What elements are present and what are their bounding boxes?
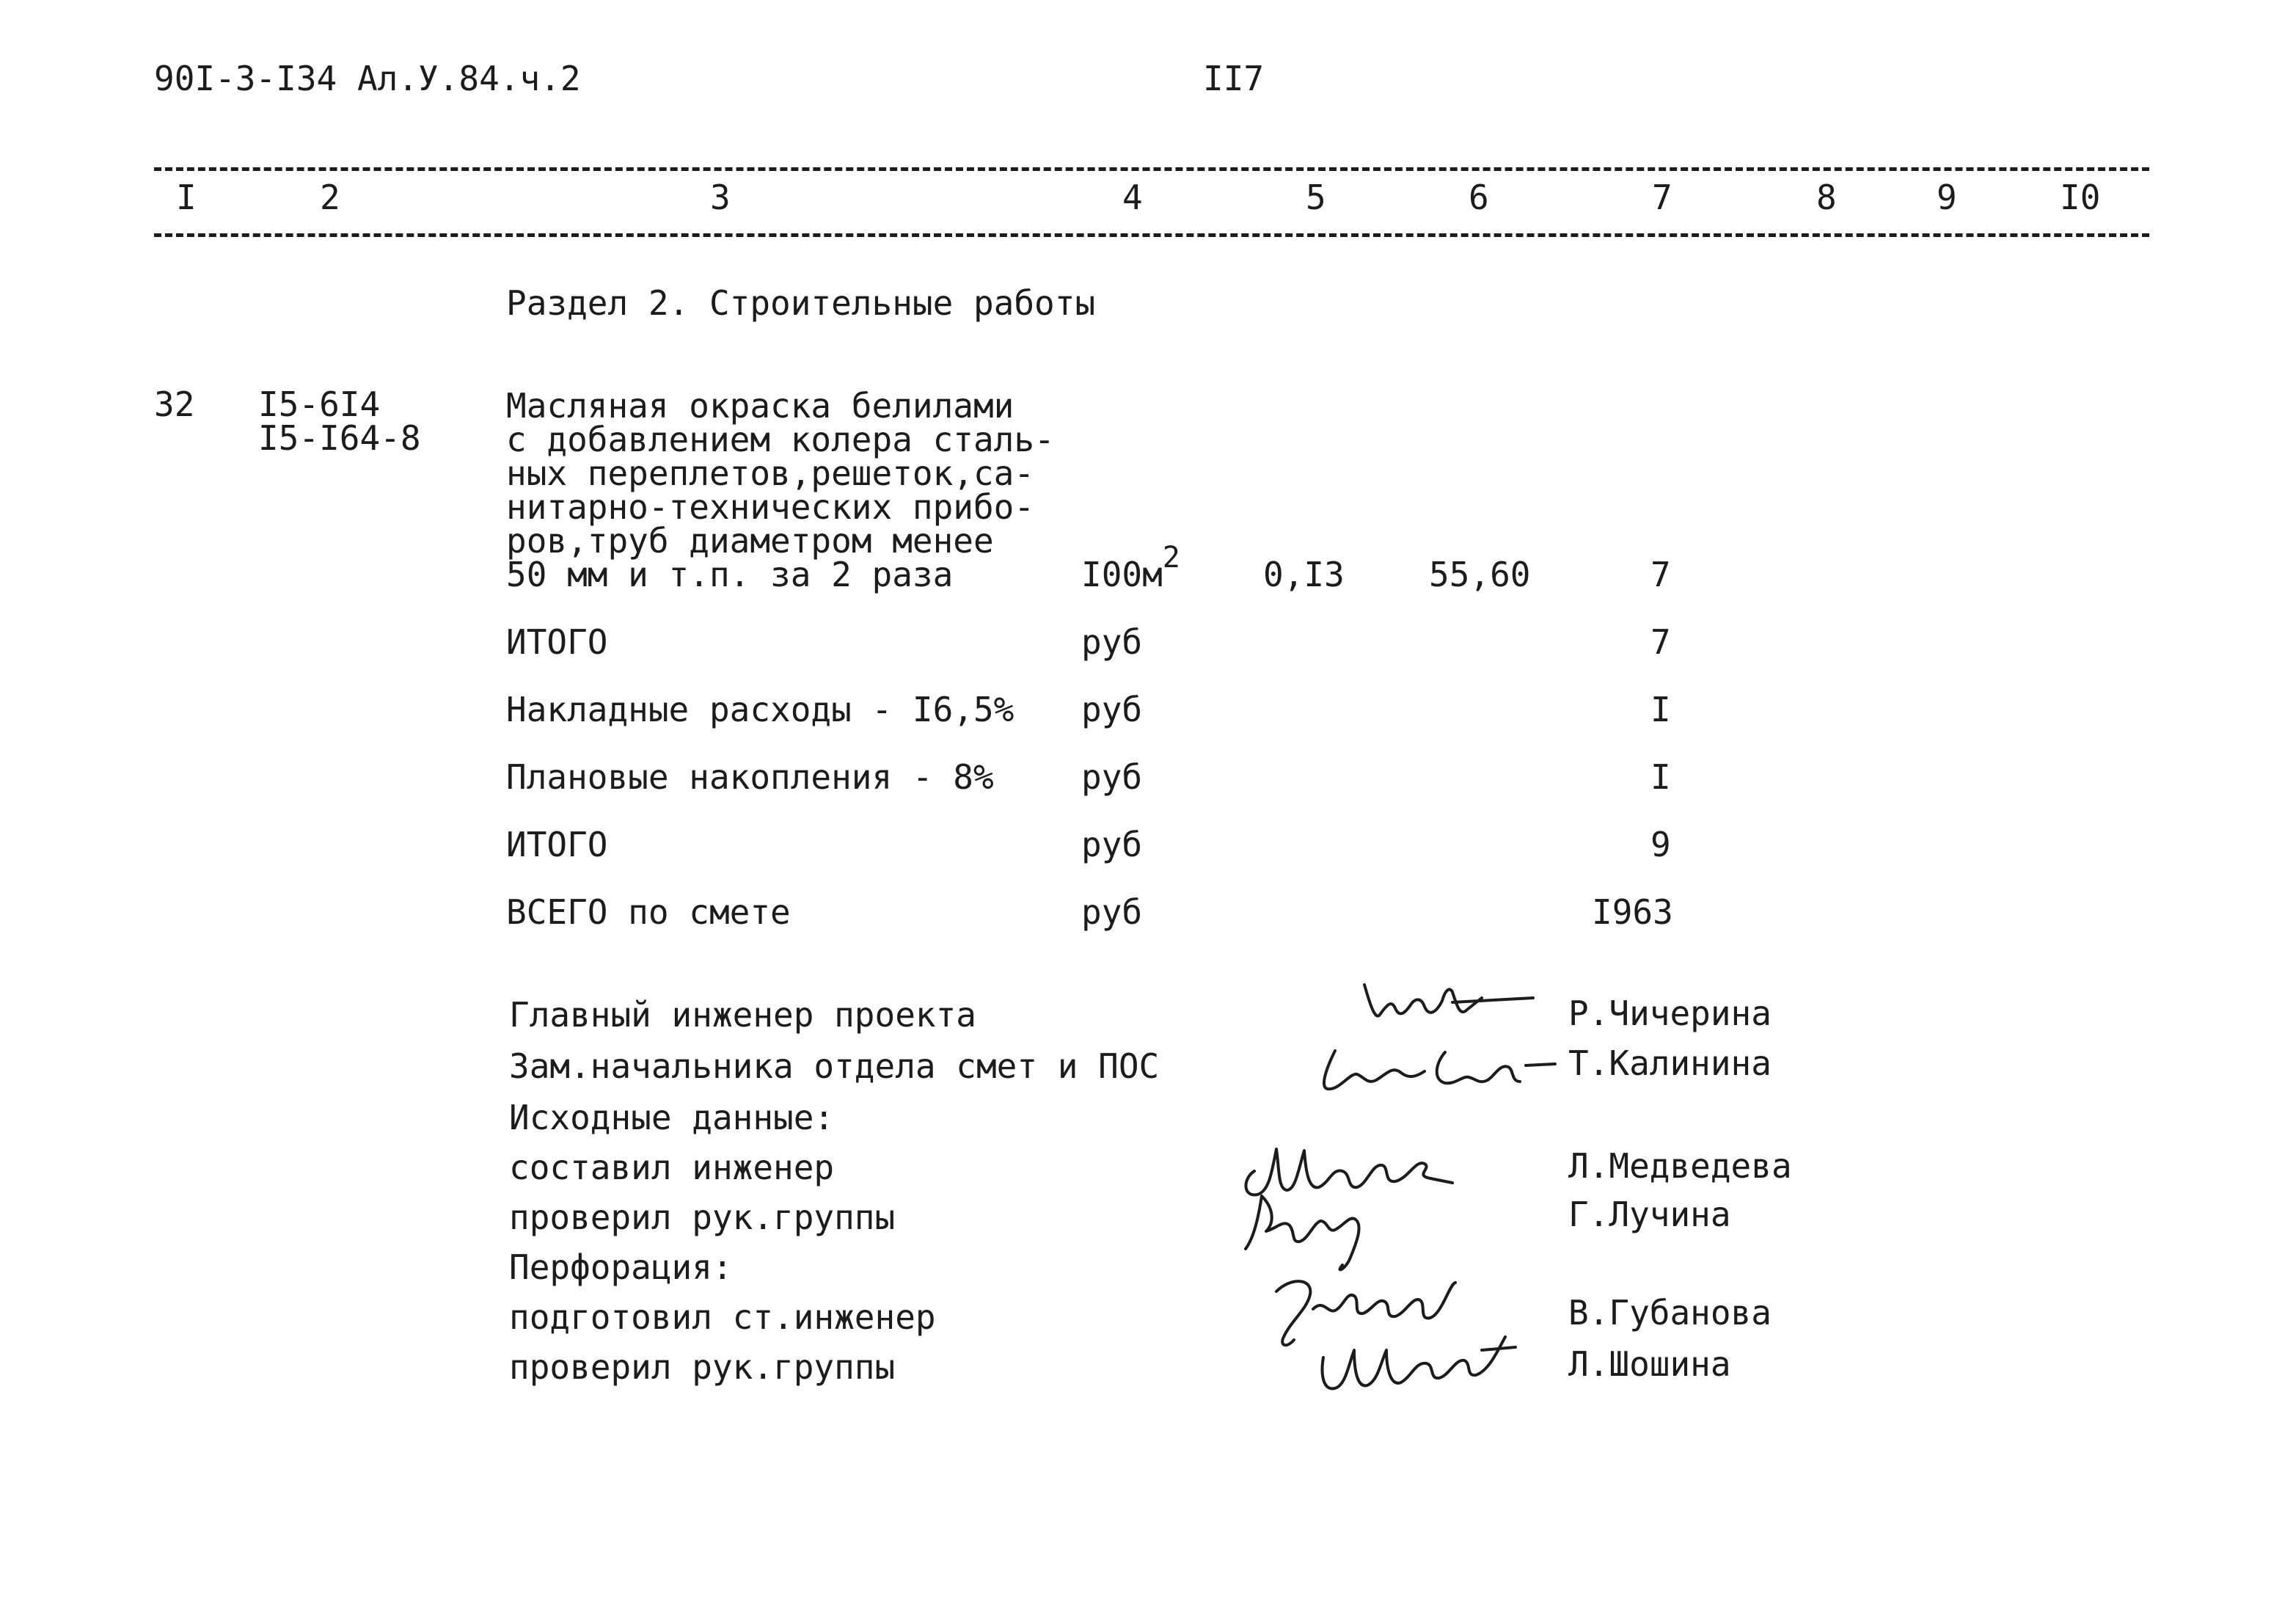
item-unit-price: 55,60 [1429,555,1531,594]
summary-value: I963 [1592,892,1673,932]
column-number: 7 [1652,178,1672,217]
handwritten-signature [1232,1186,1394,1281]
signatory-name: Г.Лучина [1568,1195,1731,1234]
page-number: II7 [1203,59,1265,98]
description-line: ров,труб диаметром менее [506,521,994,561]
signatory-role: Исходные данные: [509,1098,835,1137]
summary-label: ВСЕГО по смете [506,892,791,932]
signatory-name: В.Губанова [1568,1293,1772,1333]
signatory-role: проверил рук.группы [509,1197,896,1237]
description-line: нитарно-технических прибо- [506,487,1035,527]
item-total: 7 [1650,555,1671,594]
column-number: 3 [710,178,731,217]
handwritten-signature [1306,1321,1526,1401]
column-number: 2 [320,178,340,217]
summary-label: Накладные расходы - I6,5% [506,690,1014,729]
handwritten-signature [1357,976,1540,1035]
item-code: I5-I64-8 [258,418,421,458]
header-rule-bottom [154,233,2149,237]
document-code: 90I-3-I34 Ал.У.84.ч.2 [154,59,581,98]
signatory-role: Зам.начальника отдела смет и ПОС [509,1046,1160,1086]
signatory-role: проверил рук.группы [509,1347,896,1387]
column-number: 4 [1122,178,1143,217]
signatory-name: Р.Чичерина [1568,994,1772,1033]
summary-value: 9 [1650,825,1671,864]
signatory-name: Л.Медведева [1568,1146,1792,1186]
description-line: 50 мм и т.п. за 2 раза [506,555,954,594]
summary-label: ИТОГО [506,825,608,864]
summary-unit: руб [1081,690,1143,729]
description-line: Масляная окраска белилами [506,386,1014,426]
item-unit-superscript: 2 [1162,541,1180,575]
column-number: 5 [1306,178,1326,217]
item-number: 32 [154,384,195,424]
column-number: I [176,178,197,217]
column-number: I0 [2060,178,2101,217]
column-number: 9 [1937,178,1957,217]
handwritten-signature [1306,1036,1570,1102]
column-number: 8 [1816,178,1837,217]
summary-unit: руб [1081,757,1143,797]
signatory-role: подготовил ст.инженер [509,1297,936,1337]
signatory-role: составил инженер [509,1148,835,1187]
section-title: Раздел 2. Строительные работы [506,283,1096,323]
signatory-role: Перфорация: [509,1247,733,1287]
summary-label: Плановые накопления - 8% [506,757,994,797]
item-unit-base: I00м [1081,555,1163,594]
description-line: с добавлением колера сталь- [506,420,1055,459]
summary-value: 7 [1650,622,1671,662]
item-unit [1081,541,1180,594]
signatory-name: Т.Калинина [1568,1043,1772,1083]
header-rule-top [154,167,2149,171]
summary-unit: руб [1081,622,1143,662]
summary-label: ИТОГО [506,622,608,662]
summary-value: I [1650,690,1671,729]
item-code: I5-6I4 [258,384,381,424]
summary-value: I [1650,757,1671,797]
item-quantity: 0,I3 [1263,555,1345,594]
signatory-name: Л.Шошина [1568,1344,1731,1384]
description-line: ных переплетов,решеток,са- [506,453,1035,493]
column-number: 6 [1469,178,1489,217]
signatory-role: Главный инженер проекта [509,995,976,1035]
summary-unit: руб [1081,825,1143,864]
summary-unit: руб [1081,892,1143,932]
